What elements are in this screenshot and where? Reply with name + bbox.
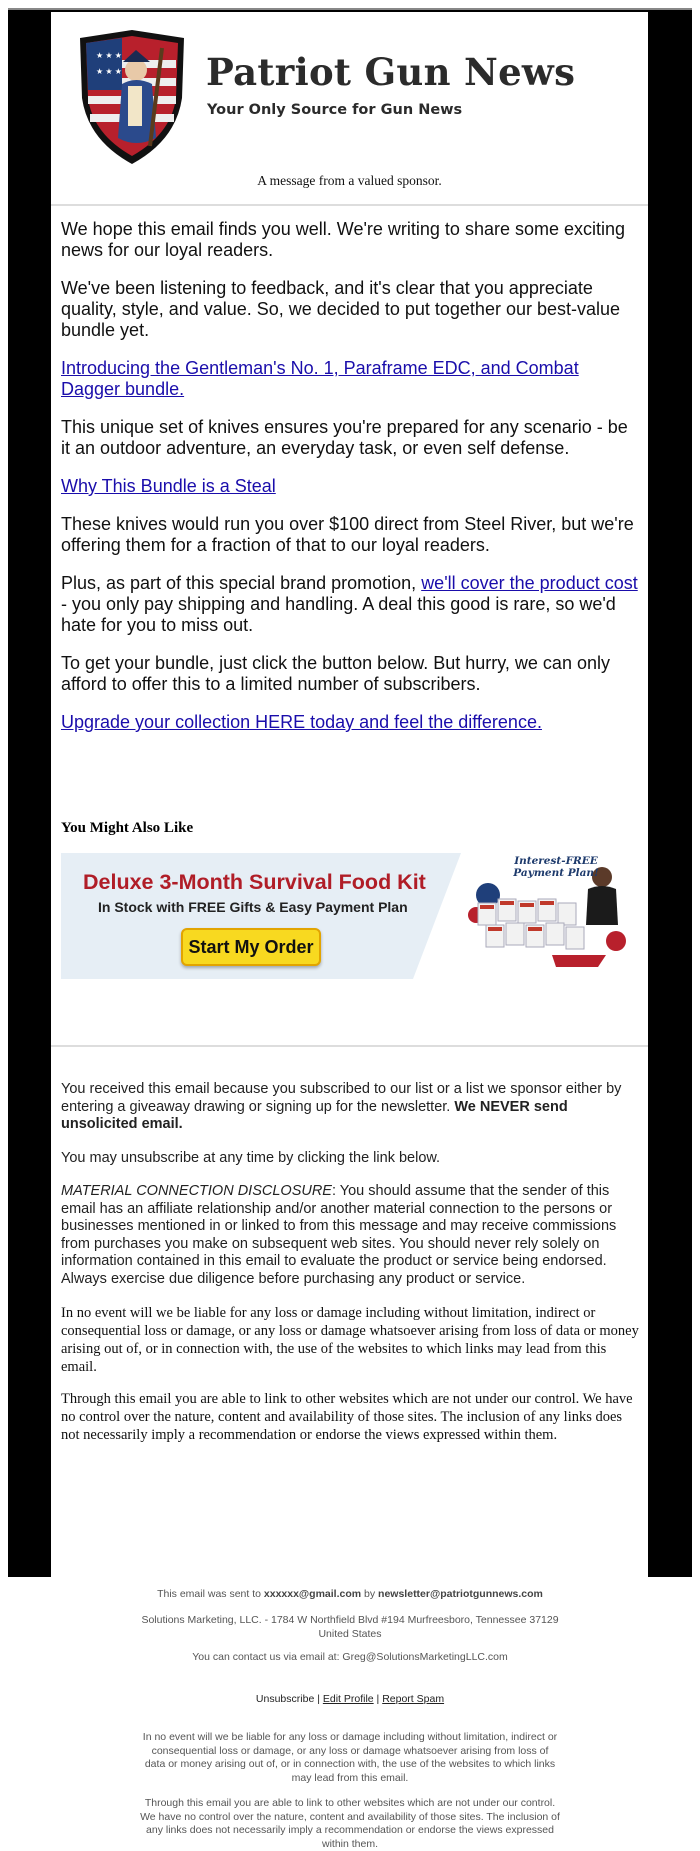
unsubscribe-note: You may unsubscribe at any time by clicking the link below. <box>61 1149 441 1166</box>
paragraph-price: These knives would run you over $100 direct from Steel River, but we're offering them for a fraction of that to our loyal readers. <box>61 514 634 555</box>
reason-text: You received this email because you subscribed to our list or a list we sponsor either by entering a giveaway drawing or signing up for the newsletter. <box>61 1081 622 1115</box>
email-body <box>61 219 639 750</box>
patriot-shield-logo[interactable] <box>76 28 188 166</box>
bundle-steal-link[interactable]: Why This Bundle is a Steal <box>61 476 276 496</box>
divider <box>51 1045 648 1047</box>
sponsor-note: A message from a valued sponsor. <box>257 173 442 188</box>
footer-links <box>0 1693 700 1705</box>
bundle-intro-link[interactable]: Introducing the Gentleman's No. 1, Paraframe EDC, and Combat Dagger bundle. <box>61 358 579 399</box>
survival-food-ad-banner[interactable] <box>61 853 636 979</box>
paragraph-cta: To get your bundle, just click the button below. But hurry, we can only afford to offer this to a limited number of subscribers. <box>61 653 610 694</box>
report-spam-link[interactable]: Report Spam <box>382 1693 445 1705</box>
svg-text:★ ★ ★: ★ ★ ★ <box>96 67 122 76</box>
svg-text:★ ★ ★: ★ ★ ★ <box>96 51 122 60</box>
paragraph-steal-link <box>61 476 639 497</box>
contact-line: You can contact us via email at: Greg@SolutionsMarketingLLC.com <box>192 1651 508 1663</box>
material-text: : You should assume that the sender of this email has an affiliate relationship and/or another material connection to the persons or businesses mentioned in or linked to from this message and may receive commissions from purchases you make on subsequent web sites. You should never rely solely on information contained in this email to evaluate the product or service being endorsed. Always exercise due diligence before purchasing any product or service. <box>61 1183 617 1287</box>
subscription-reason <box>61 1081 639 1134</box>
sent-by: by <box>361 1588 379 1600</box>
ad-title: Deluxe 3-Month Survival Food Kit <box>83 870 426 894</box>
ad-subtitle: In Stock with FREE Gifts & Easy Payment Plan <box>98 899 408 915</box>
footer-sep: | <box>373 1693 383 1705</box>
site-tagline: Your Only Source for Gun News <box>207 102 463 118</box>
sent-to-line <box>0 1588 700 1600</box>
paragraph-upgrade-link <box>61 712 639 733</box>
also-like-heading: You Might Also Like <box>61 820 194 836</box>
sent-to-prefix: This email was sent to <box>157 1588 264 1600</box>
paragraph-greeting: We hope this email finds you well. We're writing to share some exciting news for our loyal readers. <box>61 219 626 260</box>
footer-sep: | <box>314 1693 323 1705</box>
material-label: MATERIAL CONNECTION DISCLOSURE <box>61 1183 332 1199</box>
unsubscribe-link[interactable]: Unsubscribe <box>255 1693 315 1705</box>
footer-liability: In no event will we be liable for any loss or damage including without limitation, indirect or consequential loss or damage, or any loss or damage whatsoever arising from loss of data or money arising out of, or in connection with, the use of the websites to which links may lead from this email. <box>142 1731 558 1784</box>
start-order-button[interactable]: Start My Order <box>181 928 321 966</box>
upgrade-collection-link[interactable]: Upgrade your collection HERE today and feel the difference. <box>61 712 542 732</box>
external-links-disclaimer: Through this email you are able to link to other websites which are not under our control. We have no control over the nature, content and availability of those sites. The inclusion of any links does not necessarily imply a recommendation or endorse the views expressed within them. <box>61 1391 633 1443</box>
sender-email: newsletter@patriotgunnews.com <box>378 1588 543 1600</box>
promo-text-end: - you only pay shipping and handling. A deal this good is rare, so we'd hate for you to miss out. <box>61 594 616 635</box>
paragraph-promotion <box>61 573 639 636</box>
company-address: Solutions Marketing, LLC. - 1784 W Northfield Blvd #194 Murfreesboro, Tennessee 37129 United States <box>141 1614 559 1640</box>
edit-profile-link[interactable]: Edit Profile <box>322 1693 374 1705</box>
paragraph-feedback: We've been listening to feedback, and it's clear that you appreciate quality, style, and value. So, we decided to put together our best-value bundle yet. <box>61 278 621 340</box>
disclaimer <box>61 1081 639 1458</box>
ad-payment-plan-text: Interest-FREE Payment Plan! <box>513 855 599 879</box>
email-card <box>51 12 648 1577</box>
email-frame <box>8 8 692 1577</box>
recipient-email: xxxxxx@gmail.com <box>263 1588 362 1600</box>
site-title: Patriot Gun News <box>206 50 576 94</box>
paragraph-intro-link <box>61 358 639 400</box>
promo-text-start: Plus, as part of this special brand promotion, <box>61 573 422 593</box>
liability-disclaimer: In no event will we be liable for any loss or damage including without limitation, indirect or consequential loss or damage, or any loss or damage whatsoever arising from loss of data or money arising out of, or in connection with, the use of the websites to which links may lead from this email. <box>61 1305 639 1375</box>
footer-links-disclaimer: Through this email you are able to link to other websites which are not under our control. We have no control over the nature, content and availability of those sites. The inclusion of any links does not necessarily imply a recommendation or endorse the views expressed within them. <box>140 1797 560 1850</box>
email-footer <box>0 1588 700 1851</box>
email-header <box>51 12 648 200</box>
material-disclosure <box>61 1183 639 1288</box>
reason-bold: We NEVER send unsolicited email. <box>61 1098 568 1132</box>
product-cost-link[interactable]: we'll cover the product cost <box>421 573 638 593</box>
paragraph-knives: This unique set of knives ensures you're prepared for any scenario - be it an outdoor adventure, an everyday task, or even self defense. <box>61 417 628 458</box>
divider <box>51 204 648 206</box>
